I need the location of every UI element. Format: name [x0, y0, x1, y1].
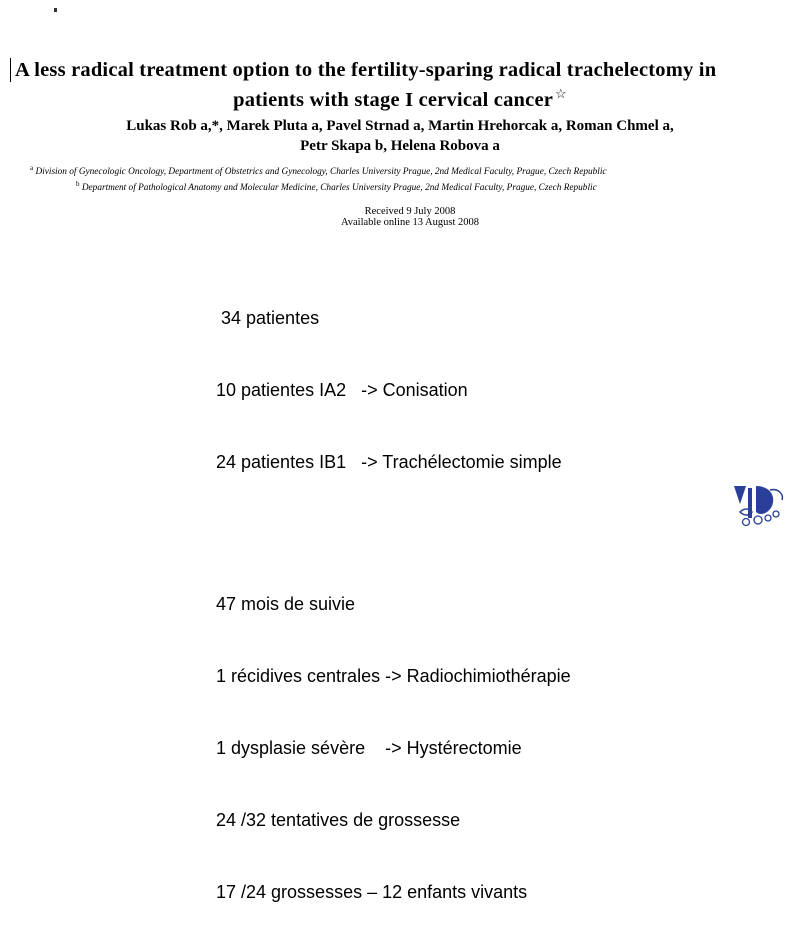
paper-title-line2: patients with stage I cervical cancer [233, 88, 554, 111]
logo-icon [726, 482, 788, 528]
paper-header [10, 58, 790, 228]
paper-title [10, 58, 790, 82]
title-footnote-star: ☆ [555, 86, 567, 101]
summary-line: 47 mois de suivie [216, 594, 356, 614]
summary-line: 1 récidives centrales -> Radiochimiothérapie [216, 666, 571, 686]
summary-line: 24 /32 tentatives de grossesse [216, 810, 461, 830]
stray-mark [54, 8, 57, 12]
summary-text [216, 258, 571, 928]
summary-line: 17 /24 grossesses – 12 enfants vivants [216, 882, 528, 902]
paper-dates [10, 206, 790, 228]
available-date: Available online 13 August 2008 [340, 217, 480, 229]
paper-authors [10, 116, 790, 156]
summary-line: 34 patientes [216, 308, 320, 328]
affiliation-a: $^a$ Division of Gynecologic Oncology, Department of Obstetrics and Gynecology, Charles University Prague, 2nd Medical Faculty, Prague, Czech Republic [30, 163, 607, 177]
authors-line1: Lukas Rob a,*, Marek Pluta a, Pavel Strnad a, Martin Hrehorcak a, Roman Chmel a, [126, 117, 674, 134]
received-date: Received 9 July 2008 [364, 206, 456, 218]
paper-title-line1: A less radical treatment option to the fertility-sparing radical trachelectomy in [15, 59, 717, 81]
summary-line: 1 dysplasie sévère -> Hystérectomie [216, 738, 522, 758]
summary-line: 10 patientes IA2 -> Conisation [216, 380, 468, 400]
summary-line: 24 patientes IB1 -> Trachélectomie simple [216, 452, 562, 472]
authors-line2: Petr Skapa b, Helena Robova a [300, 137, 500, 154]
affiliation-b: $^b$ Department of Pathological Anatomy and Molecular Medicine, Charles University Prague, 2nd Medical Faculty, Prague, Czech Republic [76, 179, 597, 194]
